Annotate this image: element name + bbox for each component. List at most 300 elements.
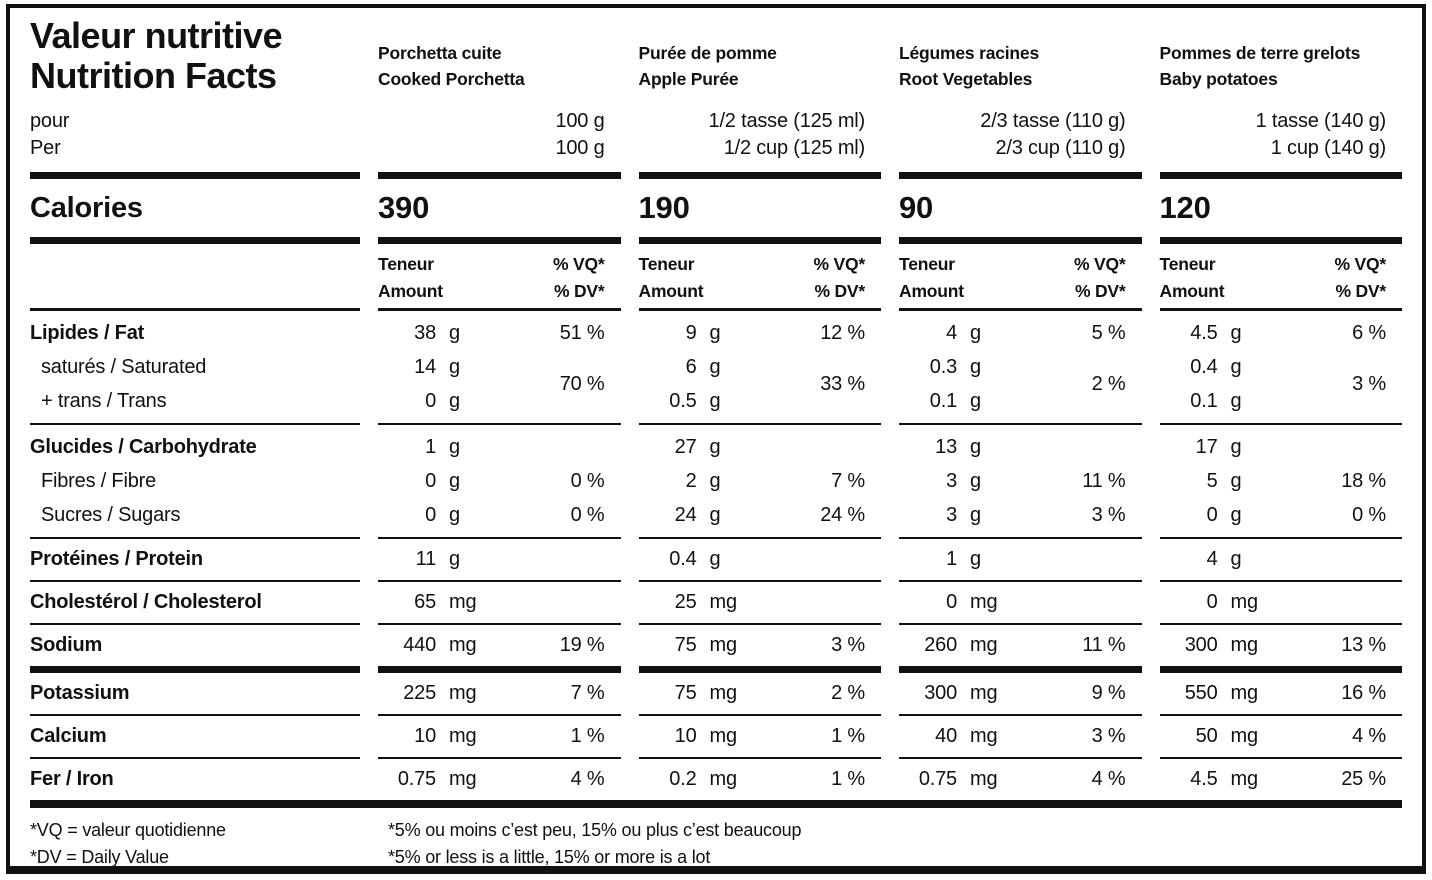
amount-unit: g — [1230, 389, 1242, 412]
amount-value: 17 — [1195, 435, 1218, 458]
serving-en: 100 g — [555, 137, 605, 159]
fat-group — [30, 311, 1402, 423]
nutrient-row-protein — [30, 539, 1402, 580]
dv-label-en: % DV* — [1074, 281, 1126, 301]
daily-value: 3 % — [1091, 725, 1126, 747]
amount-value: 2 — [685, 469, 697, 492]
amount-unit: mg — [449, 634, 477, 656]
separator-segment — [378, 172, 621, 179]
amount-value: 6 — [685, 355, 697, 378]
separator-segment — [1160, 172, 1403, 179]
dv-label — [1334, 251, 1402, 305]
cholesterol-cell — [899, 582, 1142, 623]
daily-value: 3 % — [831, 634, 865, 656]
amount-unit: mg — [1230, 725, 1258, 747]
footnote-guidance-en: *5% or less is a little, 15% or more is a lot — [388, 847, 711, 867]
cholesterol-cell — [378, 582, 621, 623]
carb-amount — [899, 430, 981, 464]
separator-thick — [30, 172, 1402, 179]
footnote-guidance-fr: *5% ou moins c’est peu, 15% ou plus c’est beaucoup — [388, 820, 802, 840]
fat-amount — [899, 316, 981, 350]
amount-unit: mg — [1230, 768, 1258, 790]
sodium-cell — [1160, 625, 1403, 666]
footnote-guidance — [378, 817, 1402, 871]
amount-value: 0.5 — [669, 389, 697, 412]
amount-value: 1 — [425, 435, 436, 458]
fat-dv: 6 % — [1352, 321, 1386, 344]
amount-unit: g — [970, 355, 981, 378]
amount-label-en: Amount — [378, 281, 443, 301]
amount-header — [378, 244, 621, 308]
amount-unit: g — [970, 548, 981, 570]
fibre-dv: 7 % — [831, 469, 865, 492]
calories-value: 390 — [378, 190, 430, 225]
fibre-amount — [899, 464, 981, 498]
sugars-amount — [1160, 498, 1242, 532]
amount-unit: mg — [1230, 634, 1258, 656]
dv-label-en: % DV* — [1335, 281, 1386, 301]
food-column-header — [1160, 8, 1403, 172]
amount-value: 13 — [935, 435, 957, 458]
dv-label-fr: % VQ* — [1334, 254, 1386, 274]
food-name — [899, 40, 1142, 92]
amount-unit: g — [709, 321, 721, 344]
amount-unit: g — [1230, 548, 1242, 570]
nutrient-label-sodium: Sodium — [30, 634, 103, 656]
separator-medium — [30, 308, 1402, 311]
daily-value: 1 % — [831, 768, 865, 790]
amount-value: 50 — [1195, 725, 1218, 747]
fat-dv: 51 % — [559, 321, 605, 344]
amount-unit: g — [1230, 503, 1242, 526]
amount-unit: mg — [970, 768, 998, 790]
footnote-dv: *DV = Daily Value — [30, 847, 169, 867]
footnote-vq: *VQ = valeur quotidienne — [30, 820, 226, 840]
amount-value: 75 — [674, 682, 697, 704]
nutrient-label-iron: Fer / Iron — [30, 768, 114, 790]
amount-unit: g — [449, 469, 460, 492]
separator-segment — [899, 308, 1142, 311]
amount-value: 0.75 — [397, 768, 436, 790]
separator-segment — [1160, 237, 1403, 244]
serving-fr: 2/3 tasse (110 g) — [980, 110, 1126, 132]
potassium-cell — [899, 673, 1142, 714]
amount-unit: mg — [449, 591, 477, 613]
amount-value: 3 — [946, 503, 957, 526]
food-name-en: Cooked Porchetta — [378, 69, 525, 89]
fibre-amount — [1160, 464, 1242, 498]
serving-fr: 1 tasse (140 g) — [1255, 110, 1386, 132]
carb-group-cell — [378, 430, 621, 532]
amount-unit: mg — [449, 768, 477, 790]
daily-value: 1 % — [570, 725, 605, 747]
amount-value: 75 — [674, 634, 697, 656]
saturated-amount — [639, 350, 721, 384]
footnote-definitions — [30, 817, 360, 871]
nutrient-label-carbohydrate: Glucides / Carbohydrate — [30, 435, 257, 458]
separator-segment — [378, 423, 621, 425]
amount-label-en: Amount — [638, 281, 704, 301]
carb-group-cell — [639, 430, 882, 532]
food-name-fr: Porchetta cuite — [378, 43, 502, 63]
daily-value: 9 % — [1091, 682, 1126, 704]
daily-value: 13 % — [1341, 634, 1386, 656]
nutrient-label-calcium: Calcium — [30, 725, 107, 747]
amount-unit: mg — [449, 725, 477, 747]
separator-segment — [899, 423, 1142, 425]
sat-trans-dv: 70 % — [559, 372, 605, 395]
nutrient-label-sugars: Sucres / Sugars — [41, 503, 181, 526]
amount-unit: mg — [709, 591, 737, 613]
calories-row — [30, 179, 1402, 237]
amount-unit: mg — [970, 725, 998, 747]
amount-unit: mg — [970, 591, 998, 613]
daily-value: 25 % — [1341, 768, 1386, 790]
amount-header-row — [30, 244, 1402, 308]
separator-segment — [30, 237, 360, 244]
amount-value: 4 — [1206, 548, 1218, 570]
amount-value: 300 — [1184, 634, 1218, 656]
sodium-cell — [899, 625, 1142, 666]
amount-value: 38 — [414, 321, 436, 344]
amount-value: 0 — [425, 389, 436, 412]
label-title — [30, 16, 360, 96]
separator-segment — [639, 172, 882, 179]
daily-value: 11 % — [1082, 634, 1126, 656]
separator-full-width — [30, 800, 1402, 808]
food-name-en: Baby potatoes — [1159, 69, 1278, 89]
amount-value: 0.4 — [1190, 355, 1218, 378]
daily-value: 4 % — [1091, 768, 1126, 790]
amount-value: 24 — [674, 503, 697, 526]
amount-value: 27 — [674, 435, 697, 458]
separator-segment — [899, 237, 1142, 244]
amount-value: 0.1 — [929, 389, 957, 412]
serving-fr: 1/2 tasse (125 ml) — [708, 110, 865, 132]
amount-unit: g — [1230, 469, 1242, 492]
amount-unit: g — [449, 503, 460, 526]
amount-value: 11 — [415, 548, 436, 570]
amount-label — [639, 251, 704, 305]
serving-en: 1/2 cup (125 ml) — [723, 137, 865, 159]
cholesterol-cell — [1160, 582, 1403, 623]
amount-value: 440 — [403, 634, 436, 656]
dv-label — [813, 251, 881, 305]
amount-label-en: Amount — [1159, 281, 1225, 301]
fat-group-cell — [639, 316, 882, 418]
fibre-dv: 0 % — [570, 469, 605, 492]
sodium-cell — [378, 625, 621, 666]
dv-label — [1074, 251, 1142, 305]
dv-label-fr: % VQ* — [1073, 254, 1126, 274]
separator-segment — [1160, 308, 1403, 311]
separator-segment — [899, 666, 1142, 673]
amount-unit: g — [970, 389, 981, 412]
potassium-cell — [639, 673, 882, 714]
per-block — [30, 108, 360, 162]
amount-unit: g — [709, 355, 721, 378]
amount-label-fr: Teneur — [899, 254, 955, 274]
saturated-amount — [378, 350, 460, 384]
nutrient-row-sodium — [30, 625, 1402, 666]
amount-label-en: Amount — [899, 281, 964, 301]
amount-unit: g — [449, 435, 460, 458]
food-name — [378, 40, 621, 92]
saturated-amount — [899, 350, 981, 384]
potassium-cell — [1160, 673, 1403, 714]
calories-value: 190 — [638, 190, 690, 225]
amount-value: 4.5 — [1190, 321, 1218, 344]
sugars-amount — [899, 498, 981, 532]
amount-value: 260 — [924, 634, 957, 656]
trans-amount — [639, 384, 721, 418]
separator-thick — [30, 666, 1402, 673]
food-name-fr: Légumes racines — [899, 43, 1039, 63]
amount-unit: mg — [709, 725, 737, 747]
amount-unit: g — [449, 321, 460, 344]
fat-group-cell — [899, 316, 1142, 418]
label-header — [30, 8, 1402, 172]
sugars-dv: 0 % — [570, 503, 605, 526]
separator-segment — [639, 308, 882, 311]
nutrient-row-cholesterol — [30, 582, 1402, 623]
amount-unit: g — [1230, 435, 1242, 458]
nutrition-facts-label — [6, 4, 1426, 874]
calories-value: 90 — [899, 190, 934, 225]
separator-segment — [1160, 666, 1403, 673]
food-column-header — [639, 8, 882, 172]
dv-label — [553, 251, 621, 305]
trans-amount — [899, 384, 981, 418]
daily-value: 2 % — [831, 682, 865, 704]
serving-size — [1160, 108, 1403, 162]
food-column-header — [899, 8, 1142, 172]
separator-thick — [30, 237, 1402, 244]
fat-group-labels — [30, 316, 360, 418]
calcium-cell — [378, 716, 621, 757]
amount-label-fr: Teneur — [638, 254, 695, 274]
sat-trans-dv: 2 % — [1091, 372, 1126, 395]
title-fr: Valeur nutritive — [30, 15, 283, 56]
separator-segment — [639, 423, 882, 425]
title-en: Nutrition Facts — [30, 55, 277, 96]
protein-cell — [899, 539, 1142, 580]
amount-value: 25 — [674, 591, 697, 613]
amount-value: 5 — [1206, 469, 1218, 492]
fibre-amount — [378, 464, 460, 498]
cholesterol-cell — [639, 582, 882, 623]
separator-segment — [30, 308, 360, 311]
separator-segment — [30, 423, 360, 425]
amount-unit: g — [449, 355, 460, 378]
carb-amount — [639, 430, 721, 464]
amount-value: 4 — [946, 321, 957, 344]
separator-thin — [30, 423, 1402, 425]
carb-amount — [378, 430, 460, 464]
dv-label-en: % DV* — [553, 281, 605, 301]
protein-cell — [639, 539, 882, 580]
amount-value: 0.75 — [918, 768, 957, 790]
serving-fr: 100 g — [555, 110, 605, 132]
amount-value: 0 — [425, 469, 436, 492]
dv-label-fr: % VQ* — [552, 254, 605, 274]
daily-value: 19 % — [559, 634, 605, 656]
separator-segment — [30, 172, 360, 179]
nutrient-label-fibre: Fibres / Fibre — [41, 469, 157, 492]
food-name-en: Root Vegetables — [899, 69, 1033, 89]
nutrient-label-fat: Lipides / Fat — [30, 321, 145, 344]
amount-unit: g — [709, 548, 721, 570]
amount-value: 0.3 — [929, 355, 957, 378]
carb-group-cell — [1160, 430, 1403, 532]
potassium-cell — [378, 673, 621, 714]
dv-label-fr: % VQ* — [813, 254, 865, 274]
nutrient-row-potassium — [30, 673, 1402, 714]
amount-unit: g — [709, 435, 721, 458]
daily-value: 1 % — [831, 725, 865, 747]
fat-dv: 5 % — [1091, 321, 1126, 344]
amount-value: 0.1 — [1190, 389, 1218, 412]
calcium-cell — [899, 716, 1142, 757]
amount-unit: g — [449, 548, 460, 570]
fat-group-cell — [1160, 316, 1403, 418]
separator-segment — [899, 172, 1142, 179]
per-en: Per — [30, 137, 61, 159]
amount-value: 0.2 — [669, 768, 697, 790]
trans-amount — [378, 384, 460, 418]
amount-unit: mg — [1230, 591, 1258, 613]
amount-unit: g — [449, 389, 460, 412]
amount-unit: g — [709, 503, 721, 526]
amount-label-fr: Teneur — [1159, 254, 1216, 274]
carb-amount — [1160, 430, 1242, 464]
sat-trans-dv: 33 % — [820, 372, 865, 395]
amount-value: 300 — [924, 682, 957, 704]
food-name — [639, 40, 882, 92]
amount-unit: g — [709, 389, 721, 412]
amount-header — [1160, 244, 1403, 308]
amount-unit: g — [970, 321, 981, 344]
amount-value: 0.4 — [669, 548, 697, 570]
carb-group-labels — [30, 430, 360, 532]
nutrient-label-trans: + trans / Trans — [41, 389, 167, 412]
nutrient-row-calcium — [30, 716, 1402, 757]
amount-value: 0 — [425, 503, 436, 526]
serving-en: 2/3 cup (110 g) — [995, 137, 1126, 159]
serving-size — [639, 108, 882, 162]
amount-value: 14 — [414, 355, 436, 378]
dv-label-en: % DV* — [814, 281, 865, 301]
amount-unit: mg — [709, 634, 737, 656]
amount-label-fr: Teneur — [378, 254, 434, 274]
daily-value: 4 % — [1352, 725, 1386, 747]
iron-cell — [639, 759, 882, 800]
fat-group-cell — [378, 316, 621, 418]
amount-value: 10 — [414, 725, 436, 747]
separator-segment — [378, 237, 621, 244]
calcium-cell — [1160, 716, 1403, 757]
per-fr: pour — [30, 110, 70, 132]
amount-value: 4.5 — [1190, 768, 1218, 790]
calories-label: Calories — [30, 191, 143, 224]
sat-trans-dv: 3 % — [1352, 372, 1386, 395]
fat-amount — [639, 316, 721, 350]
amount-unit: g — [970, 435, 981, 458]
separator-segment — [639, 666, 882, 673]
amount-header-spacer — [30, 244, 360, 308]
amount-label — [378, 251, 443, 305]
calories-value: 120 — [1159, 190, 1211, 225]
sugars-dv: 3 % — [1091, 503, 1126, 526]
calcium-cell — [639, 716, 882, 757]
serving-en: 1 cup (140 g) — [1270, 137, 1386, 159]
iron-cell — [1160, 759, 1403, 800]
carb-group-cell — [899, 430, 1142, 532]
amount-unit: mg — [449, 682, 477, 704]
amount-value: 1 — [946, 548, 957, 570]
sugars-dv: 24 % — [820, 503, 865, 526]
amount-unit: g — [709, 469, 721, 492]
fibre-dv: 11 % — [1082, 469, 1126, 492]
amount-value: 0 — [1206, 591, 1218, 613]
amount-label — [899, 251, 964, 305]
amount-unit: mg — [970, 682, 998, 704]
saturated-amount — [1160, 350, 1242, 384]
amount-unit: mg — [709, 682, 737, 704]
protein-cell — [1160, 539, 1403, 580]
amount-label — [1160, 251, 1225, 305]
amount-value: 40 — [935, 725, 957, 747]
sugars-dv: 0 % — [1352, 503, 1386, 526]
protein-cell — [378, 539, 621, 580]
amount-value: 550 — [1184, 682, 1218, 704]
amount-header — [639, 244, 882, 308]
title-block — [30, 8, 360, 172]
amount-value: 10 — [674, 725, 697, 747]
amount-unit: mg — [970, 634, 998, 656]
amount-value: 9 — [685, 321, 697, 344]
food-name-fr: Pommes de terre grelots — [1159, 43, 1361, 63]
sodium-cell — [639, 625, 882, 666]
amount-unit: g — [1230, 321, 1242, 344]
fat-amount — [378, 316, 460, 350]
separator-segment — [639, 237, 882, 244]
sugars-amount — [639, 498, 721, 532]
footnotes — [30, 808, 1402, 871]
iron-cell — [378, 759, 621, 800]
separator-segment — [1160, 423, 1403, 425]
serving-size — [378, 108, 621, 162]
fibre-dv: 18 % — [1341, 469, 1386, 492]
nutrient-label-potassium: Potassium — [30, 682, 130, 704]
daily-value: 7 % — [570, 682, 605, 704]
amount-unit: mg — [1230, 682, 1258, 704]
separator-segment — [378, 666, 621, 673]
trans-amount — [1160, 384, 1242, 418]
amount-value: 0 — [1206, 503, 1218, 526]
nutrient-label-saturated: saturés / Saturated — [41, 355, 207, 378]
food-name — [1160, 40, 1403, 92]
serving-size — [899, 108, 1142, 162]
daily-value: 16 % — [1341, 682, 1386, 704]
iron-cell — [899, 759, 1142, 800]
amount-value: 0 — [946, 591, 957, 613]
amount-unit: g — [970, 469, 981, 492]
nutrient-row-iron — [30, 759, 1402, 800]
amount-value: 3 — [946, 469, 957, 492]
fat-dv: 12 % — [820, 321, 865, 344]
nutrient-label-protein: Protéines / Protein — [30, 548, 203, 570]
